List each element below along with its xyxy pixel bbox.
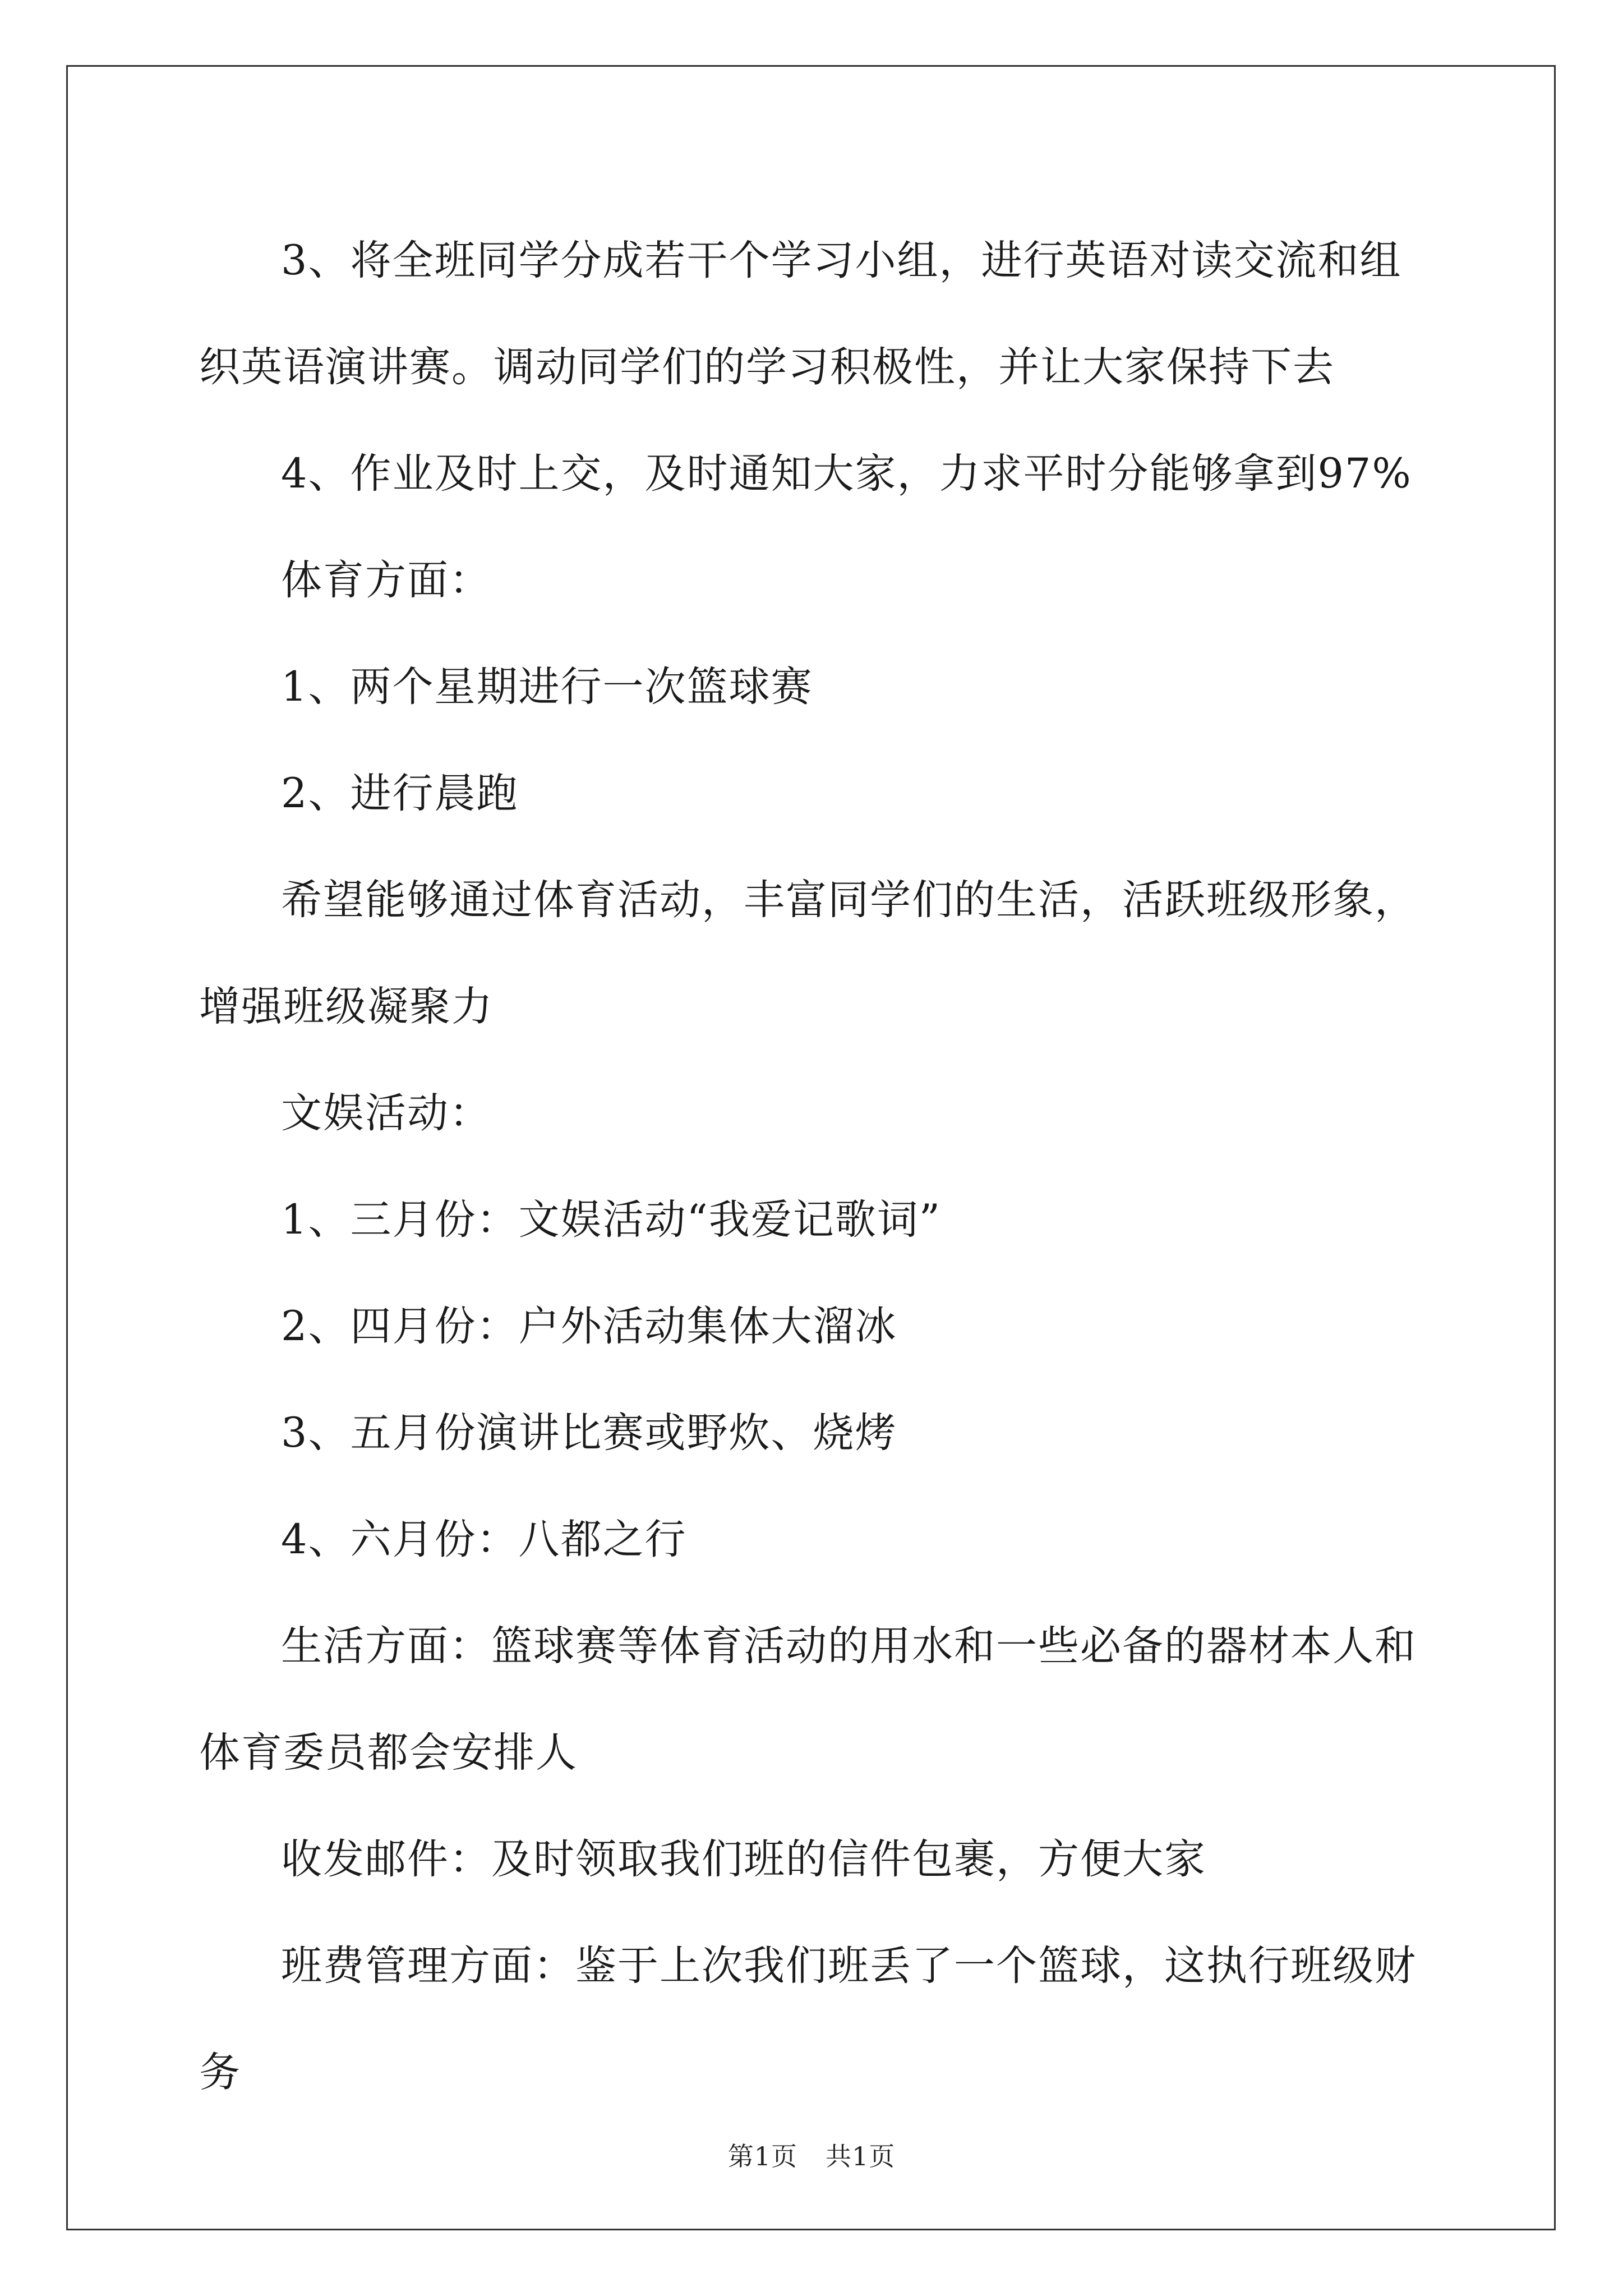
page-footer (0, 2136, 1623, 2173)
section-heading: 体育方面： (281, 556, 491, 604)
section-heading: 文娱活动： (281, 1089, 491, 1137)
page-number-current: 第1页 (727, 2141, 797, 2171)
paragraph: 4、作业及时上交，及时通知大家，力求平时分能够拿到97% (281, 450, 1412, 498)
paragraph: 生活方面：篮球赛等体育活动的用水和一些必备的器材本人和体育委员都会安排人 (199, 1622, 1417, 1777)
page-number-total: 共1页 (826, 2141, 896, 2171)
paragraph: 班费管理方面：鉴于上次我们班丢了一个篮球，这执行班级财务 (199, 1942, 1417, 2096)
list-item: 2、四月份：户外活动集体大溜冰 (281, 1303, 897, 1350)
document-body (199, 208, 1438, 2126)
list-item: 1、三月份：文娱活动“我爱记歌词” (281, 1196, 942, 1244)
list-item: 1、两个星期进行一次篮球赛 (281, 663, 813, 711)
paragraph: 3、将全班同学分成若干个学习小组，进行英语对读交流和组织英语演讲赛。调动同学们的学习积极性，并让大家保持下去 (199, 237, 1402, 391)
list-item: 4、六月份：八都之行 (281, 1516, 687, 1563)
paragraph: 收发邮件：及时领取我们班的信件包裹，方便大家 (281, 1835, 1206, 1883)
paragraph: 希望能够通过体育活动，丰富同学们的生活，活跃班级形象，增强班级凝聚力 (199, 876, 1417, 1030)
list-item: 3、五月份演讲比赛或野炊、烧烤 (281, 1409, 897, 1457)
list-item: 2、进行晨跑 (281, 770, 519, 817)
